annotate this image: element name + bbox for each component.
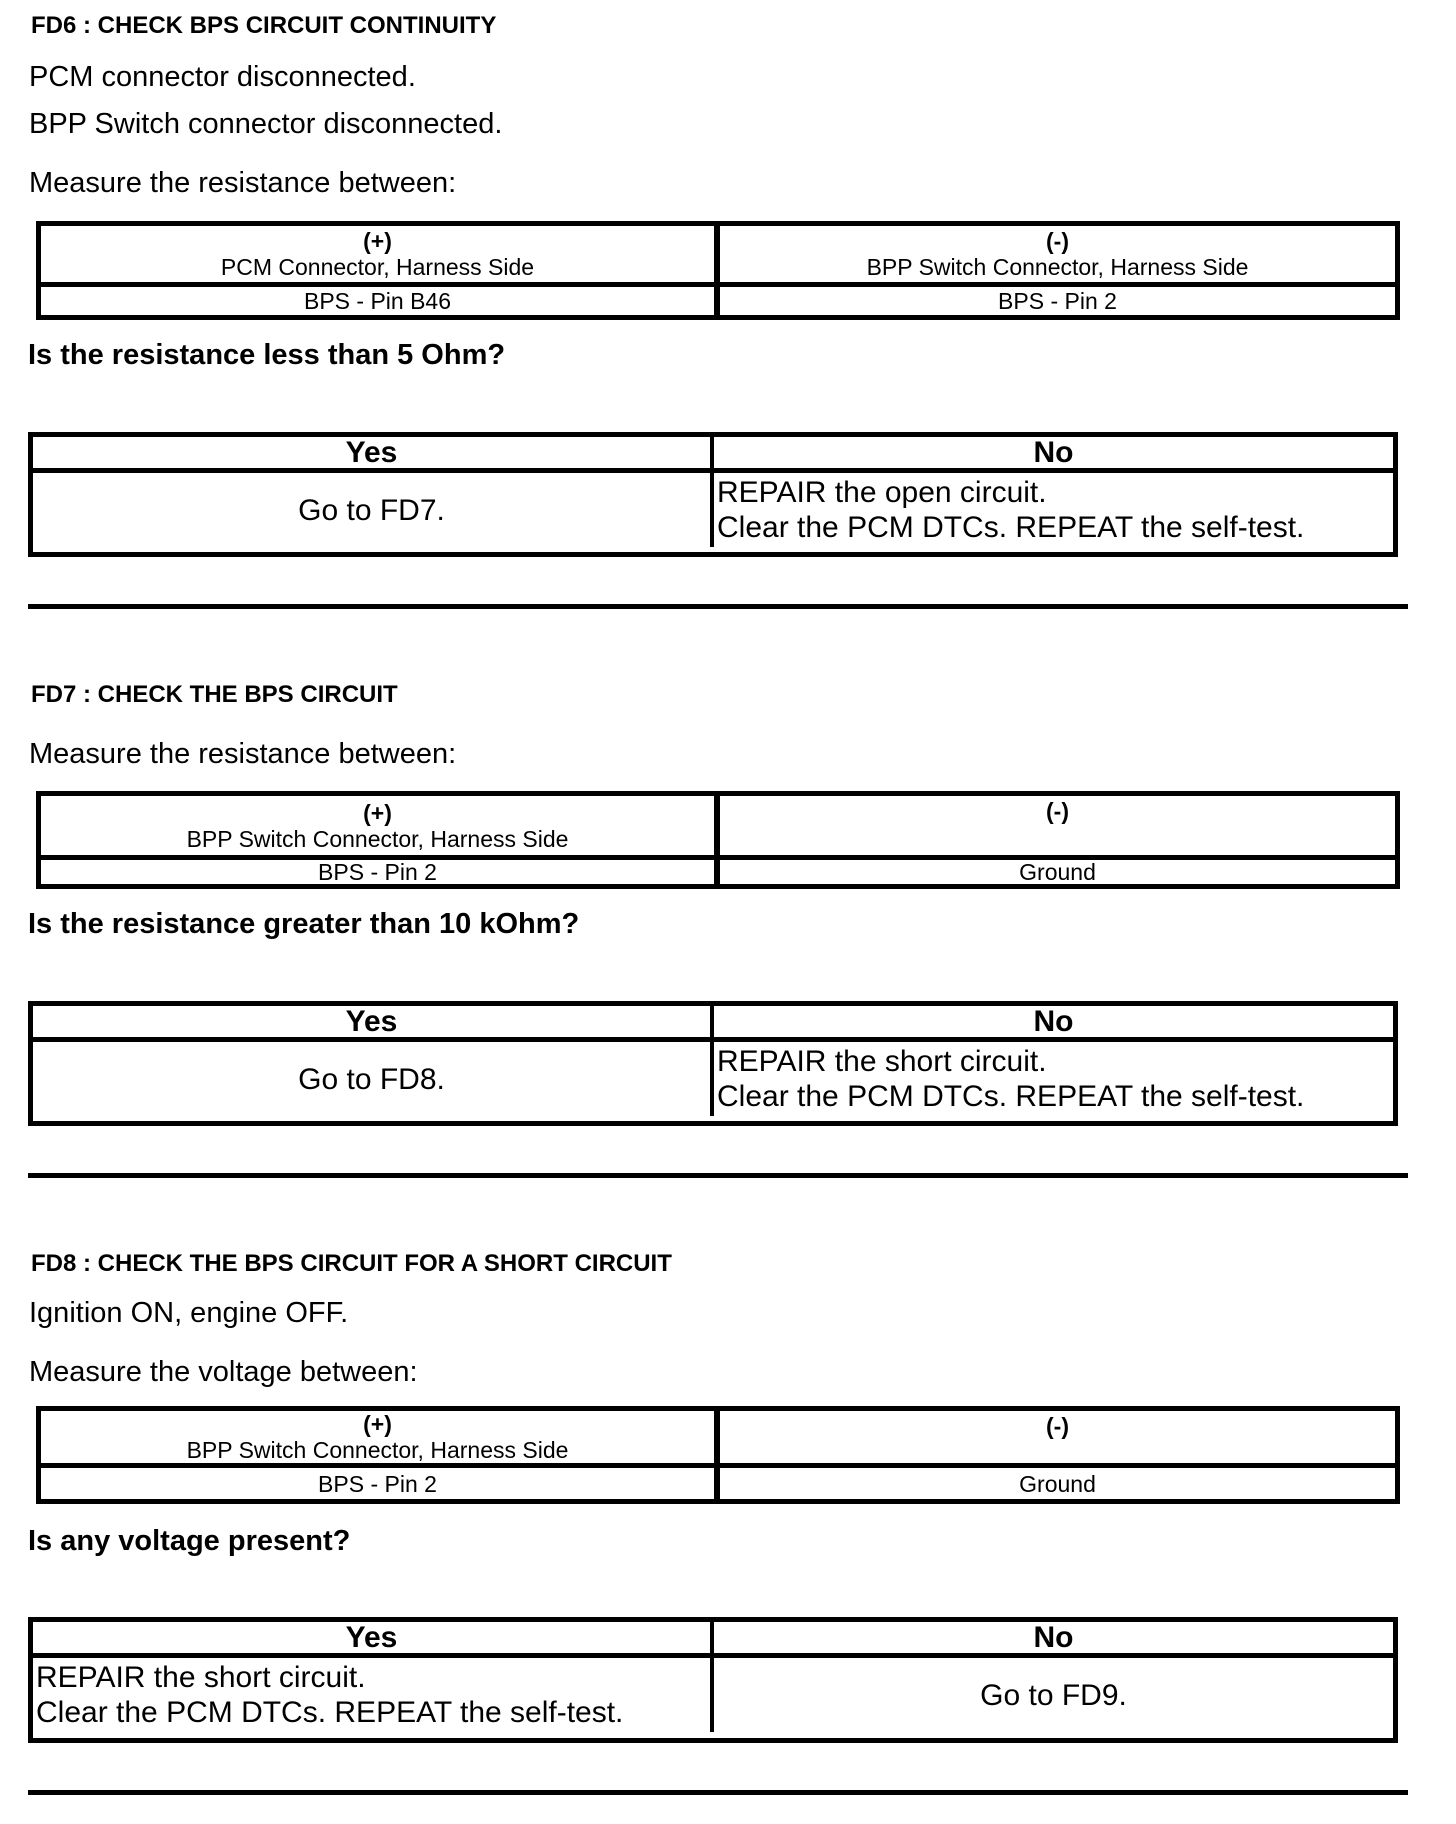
positive-pin: BPS - Pin 2: [41, 860, 720, 884]
positive-probe-header: [41, 1411, 720, 1463]
negative-probe-header: [720, 1411, 1395, 1463]
positive-pin: BPS - Pin B46: [41, 287, 720, 315]
no-header: No: [1033, 1620, 1074, 1654]
negative-probe-header: [720, 226, 1395, 282]
action-line: Go to FD7.: [298, 493, 445, 527]
step-heading-fd6: FD6 : CHECK BPS CIRCUIT CONTINUITY: [31, 12, 497, 39]
action-line: Clear the PCM DTCs. REPEAT the self-test.: [717, 511, 1305, 544]
yes-header: Yes: [33, 1622, 714, 1653]
question-text: Is the resistance greater than 10 kOhm?: [28, 908, 580, 940]
negative-pin: Ground: [1019, 859, 1096, 885]
positive-sign: (+): [363, 228, 392, 254]
yes-no-table: [28, 432, 1398, 557]
probe-location: BPP Switch Connector, Harness Side: [186, 825, 569, 852]
yes-header: Yes: [33, 1006, 714, 1037]
yes-header: Yes: [33, 437, 714, 468]
yes-action: [33, 1658, 714, 1732]
yes-action: [33, 1042, 714, 1116]
yes-no-table: [28, 1001, 1398, 1126]
yes-no-table: [28, 1617, 1398, 1743]
condition-text: PCM connector disconnected.: [29, 61, 416, 93]
probe-location: BPP Switch Connector, Harness Side: [866, 254, 1249, 280]
probe-location: PCM Connector, Harness Side: [220, 254, 535, 280]
negative-sign: (-): [1046, 1413, 1069, 1439]
action-line: Clear the PCM DTCs. REPEAT the self-test.: [717, 1080, 1305, 1113]
measurement-table: [36, 1406, 1400, 1504]
action-line: REPAIR the short circuit.: [36, 1661, 366, 1694]
no-action: [714, 473, 1393, 547]
positive-probe-header: [41, 796, 720, 855]
action-line: Go to FD8.: [298, 1062, 445, 1096]
question-text: Is any voltage present?: [28, 1525, 351, 1557]
action-line: REPAIR the open circuit.: [717, 476, 1047, 509]
negative-pin: Ground: [1019, 1470, 1096, 1497]
positive-sign: (+): [363, 1411, 392, 1437]
negative-sign: (-): [1046, 798, 1069, 824]
measurement-table: [36, 791, 1400, 889]
negative-probe-header: [720, 796, 1395, 855]
positive-probe-header: [41, 226, 720, 282]
positive-pin: BPS - Pin 2: [41, 1468, 720, 1499]
section-divider: [28, 1790, 1408, 1795]
positive-sign: (+): [363, 799, 392, 826]
step-heading-fd8: FD8 : CHECK THE BPS CIRCUIT FOR A SHORT CIRCUIT: [31, 1250, 672, 1277]
no-header: No: [1033, 435, 1074, 469]
measure-instruction: Measure the resistance between:: [29, 167, 457, 199]
question-text: Is the resistance less than 5 Ohm?: [28, 339, 506, 371]
yes-action: [33, 473, 714, 547]
condition-text: BPP Switch connector disconnected.: [29, 108, 503, 140]
no-action: [714, 1042, 1393, 1116]
section-divider: [28, 604, 1408, 609]
measurement-table: [36, 221, 1400, 320]
action-line: Clear the PCM DTCs. REPEAT the self-test.: [36, 1696, 624, 1729]
probe-location: BPP Switch Connector, Harness Side: [186, 1437, 569, 1463]
measure-instruction: Measure the voltage between:: [29, 1356, 418, 1388]
negative-pin: BPS - Pin 2: [998, 288, 1117, 314]
no-header: No: [1033, 1004, 1074, 1038]
measure-instruction: Measure the resistance between:: [29, 738, 457, 770]
step-heading-fd7: FD7 : CHECK THE BPS CIRCUIT: [31, 681, 398, 708]
section-divider: [28, 1173, 1408, 1178]
no-action: [714, 1658, 1393, 1732]
action-line: REPAIR the short circuit.: [717, 1045, 1047, 1078]
negative-sign: (-): [1046, 228, 1069, 254]
action-line: Go to FD9.: [980, 1678, 1127, 1712]
condition-text: Ignition ON, engine OFF.: [29, 1297, 349, 1329]
